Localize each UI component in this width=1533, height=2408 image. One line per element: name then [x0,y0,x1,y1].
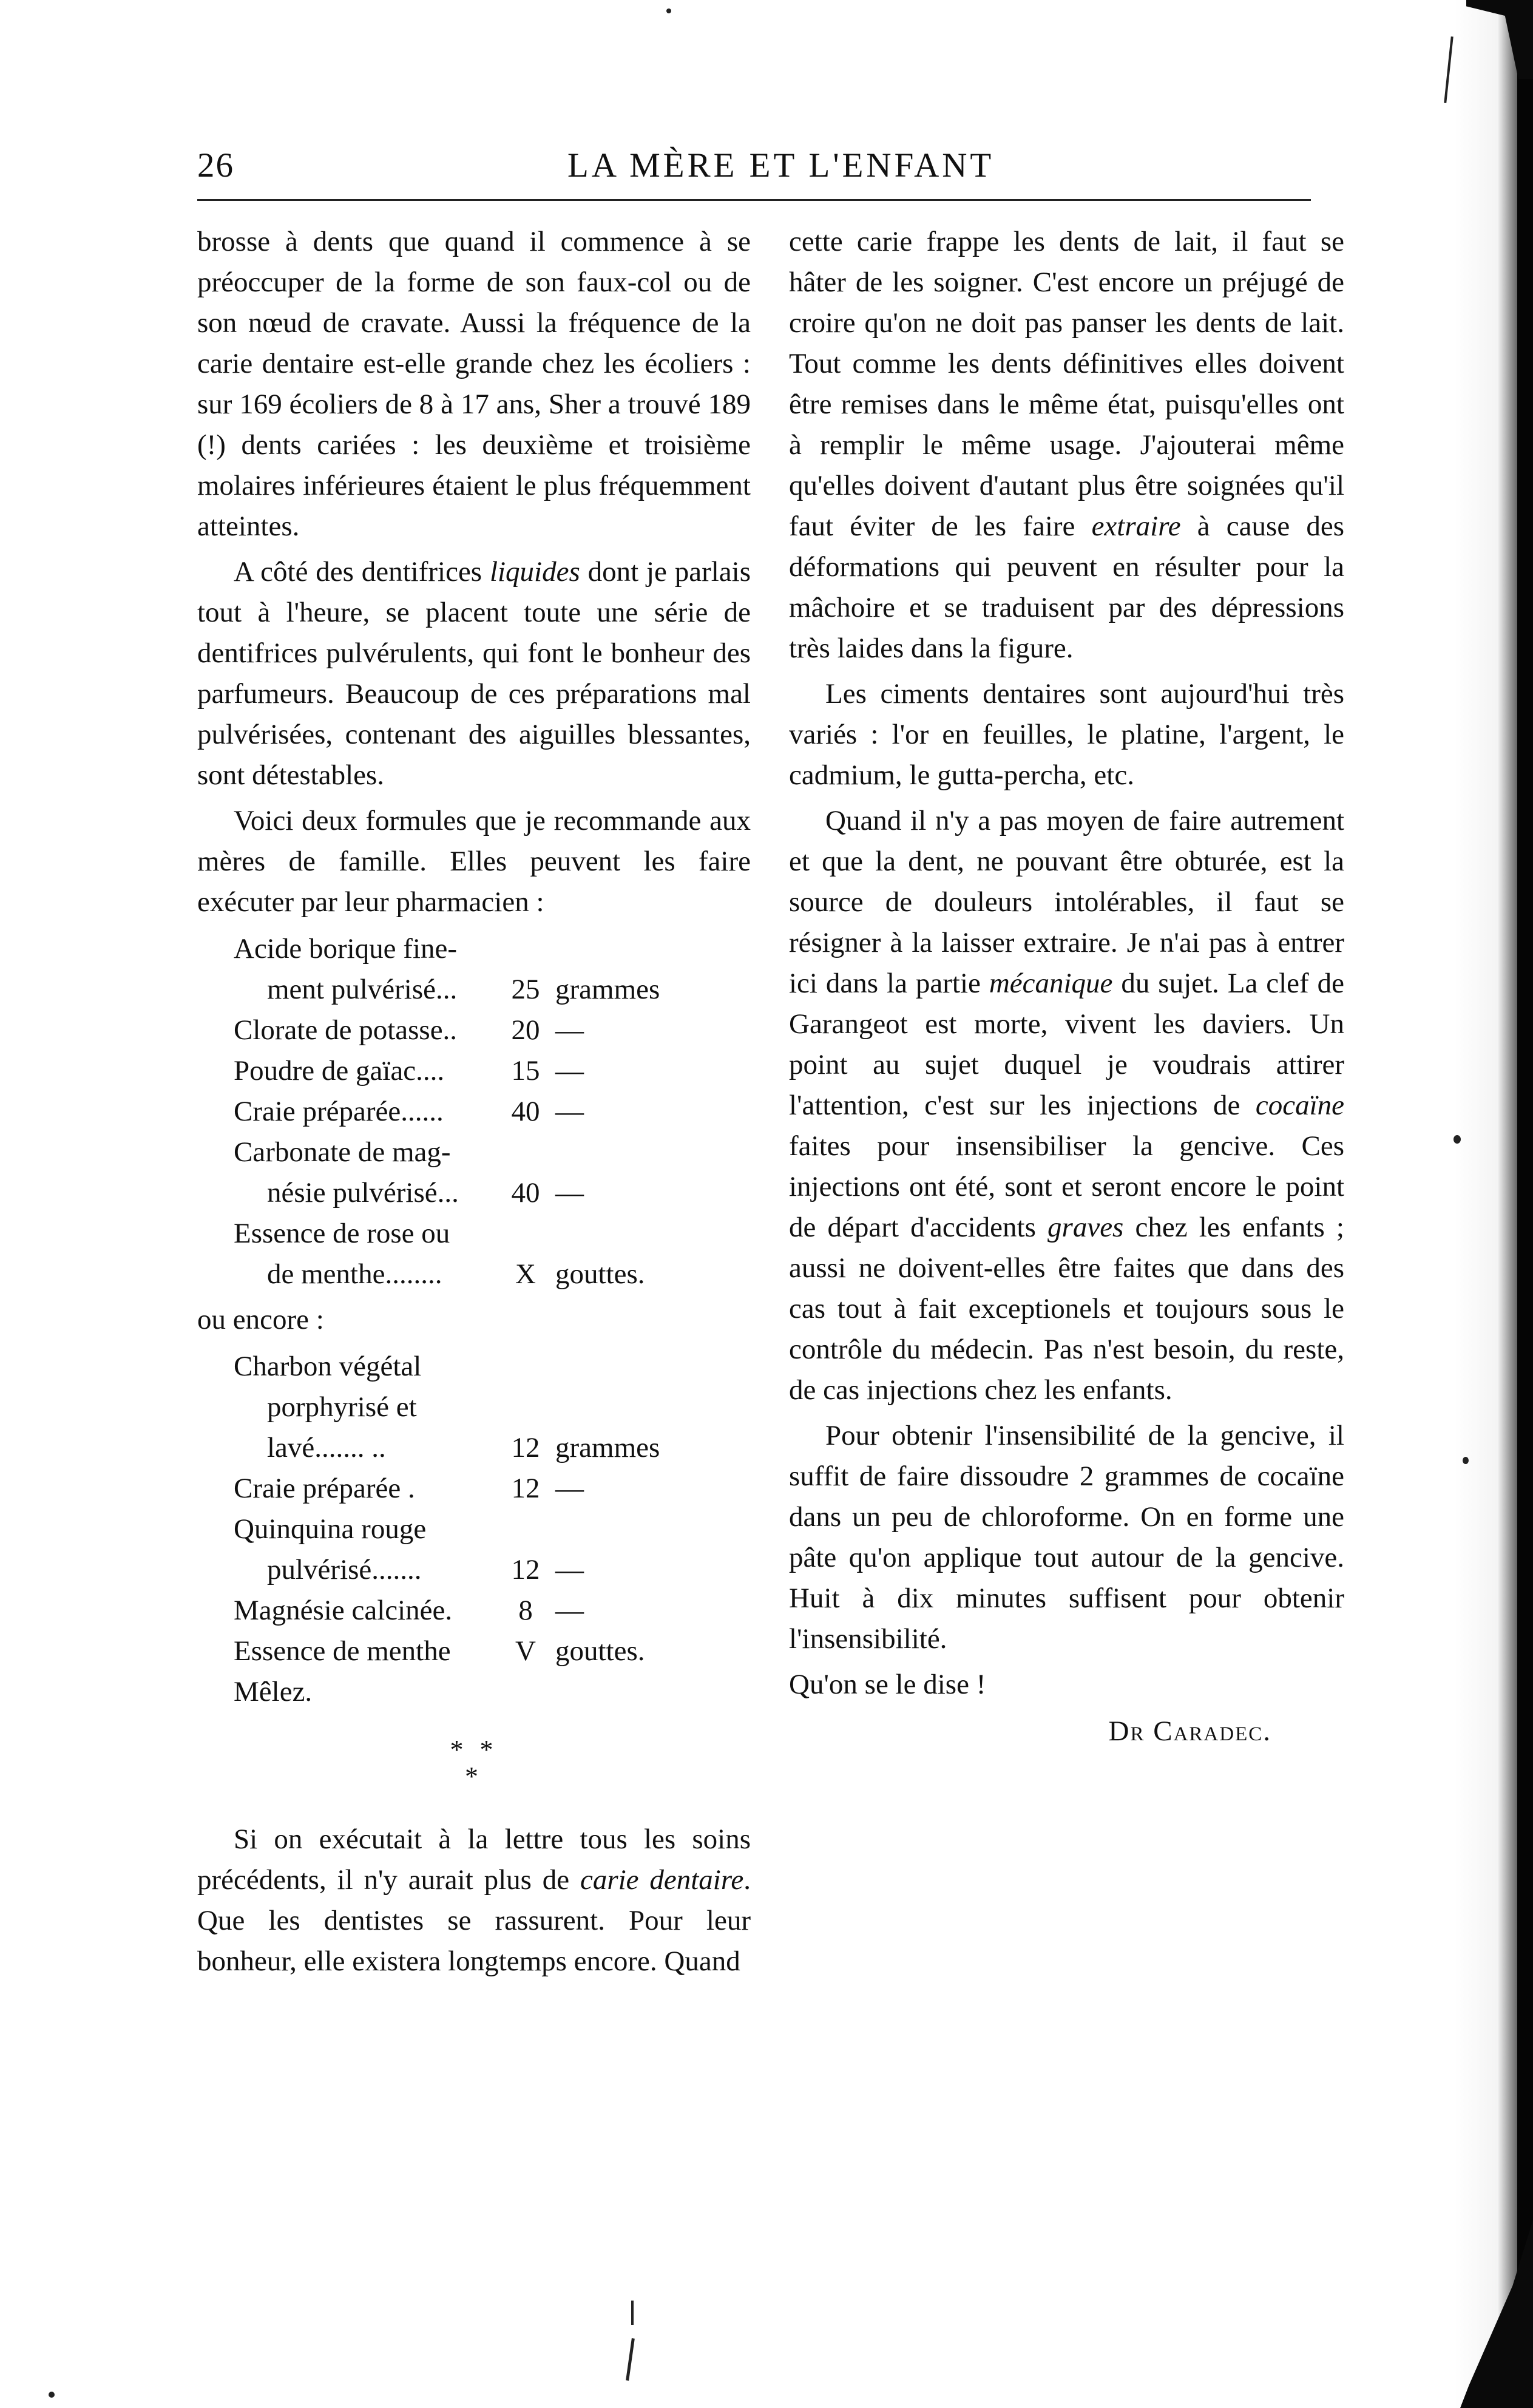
formula-row: Craie préparée . 12 — [234,1473,584,1504]
right-column [789,222,1344,1752]
author-signature: Dr Caradec. [1108,1715,1271,1747]
paragraph: brosse à dents que quand il commence à se préoccuper de la forme de son faux-col ou de son nœud de cravate. Aussi la fréquence de la carie dentaire est-elle grande chez les écoliers : sur 169 écoliers de 8 à 17 ans, Sher a trouvé 189 (!) dents cariées : les deuxième et troisième molaires inférieures étaient le plus fréquemment atteintes. [197,226,751,542]
scan-stroke [626,2338,635,2381]
scan-stroke [631,2301,634,2325]
formula-row [197,1672,751,1712]
closing-line: Qu'on se le dise ! [789,1669,986,1700]
scan-speck [1463,1457,1469,1464]
formula-row: Essence de menthe V gouttes. [234,1635,645,1667]
scan-speck [1453,1135,1461,1144]
header-rule [197,199,1311,201]
or-label: ou encore : [197,1304,324,1335]
scan-speck [666,8,671,13]
paragraph: Les ciments dentaires sont aujourd'hui très variés : l'or en feuilles, le platine, l'argent, le cadmium, le gutta-percha, etc. [789,678,1344,791]
melez-label: Mêlez. [234,1676,313,1708]
running-title: LA MÈRE ET L'ENFANT [567,146,995,185]
formula-row: Craie préparée...... 40 — [234,1096,584,1127]
formula-row: Acide borique fine- ment pulvérisé... 25 grammes [234,933,660,1005]
paragraph: Quand il n'y a pas moyen de faire autrement et que la dent, ne pouvant être obturée, est la source de douleurs intolérables, il faut se résigner à la laisser extraire. Je n'ai pas à entrer ici dans la partie mécanique du sujet. La clef de Garangeot est morte, vivent les daviers. Un point au sujet duquel je voudrais attirer l'attention, c'est sur les injections de cocaïne faites pour insensibiliser la gencive. Ces injections ont été, sont et seront encore le point de départ d'accidents graves chez les enfants ; aussi ne doivent-elles être faites que dans des cas tout à fait exceptionels et toujours sous le contrôle du médecin. Pas n'est besoin, du reste, de cas injections chez les enfants. [789,805,1344,1406]
formula-row: Poudre de gaïac.... 15 — [234,1055,584,1087]
formula-row: Magnésie calcinée. 8 — [234,1595,584,1626]
formula-row: Essence de rose ou de menthe........ X gouttes. [234,1218,645,1290]
formula-2 [197,1346,751,1712]
section-stars: * * * [450,1735,498,1791]
formula-1 [197,929,751,1295]
formula-row: Clorate de potasse.. 20 — [234,1014,584,1046]
paragraph: A côté des dentifrices liquides dont je parlais tout à l'heure, se placent toute une série de dentifrices pulvérulents, qui font le bonheur des parfumeurs. Beaucoup de ces préparations mal pulvérisées, contenant des aiguilles blessantes, sont détestables. [197,556,751,791]
paragraph: Voici deux formules que je recommande aux mères de famille. Elles peuvent les faire exécuter par leur pharmacien : [197,805,751,918]
page-number: 26 [197,146,234,185]
left-column [197,222,751,1987]
running-header [197,141,1311,189]
formula-row: Quinquina rouge pulvérisé....... 12 — [234,1513,584,1586]
paragraph: cette carie frappe les dents de lait, il faut se hâter de les soigner. C'est encore un préjugé de croire qu'on ne doit pas panser les dents de lait. Tout comme les dents définitives elles doivent être remises dans le même état, puisqu'elles ont à remplir le même usage. J'ajouterai même qu'elles doivent d'autant plus être soignées qu'il faut éviter de les faire extraire à cause des déformations qui peuvent en résulter pour la mâchoire et se traduisent par des dépressions très laides dans la figure. [789,226,1344,664]
scan-stroke [1444,36,1453,103]
scan-speck [49,2392,55,2398]
formula-row: Carbonate de mag- nésie pulvérisé... 40 — [234,1136,584,1209]
paragraph: Si on exécutait à la lettre tous les soins précédents, il n'y aurait plus de carie dentaire. Que les dentistes se rassurent. Pour leur bonheur, elle existera longtemps encore. Quand [197,1823,751,1977]
formula-row: Charbon végétal porphyrisé et lavé....... .. 12 grammes [234,1351,660,1463]
paragraph: Pour obtenir l'insensibilité de la gencive, il suffit de faire dissoudre 2 grammes de cocaïne dans un peu de chloroforme. On en forme une pâte qu'on applique tout autour de la gencive. Huit à dix minutes suffisent pour obtenir l'insensibilité. [789,1420,1344,1655]
binding-edge [1517,0,1533,2408]
